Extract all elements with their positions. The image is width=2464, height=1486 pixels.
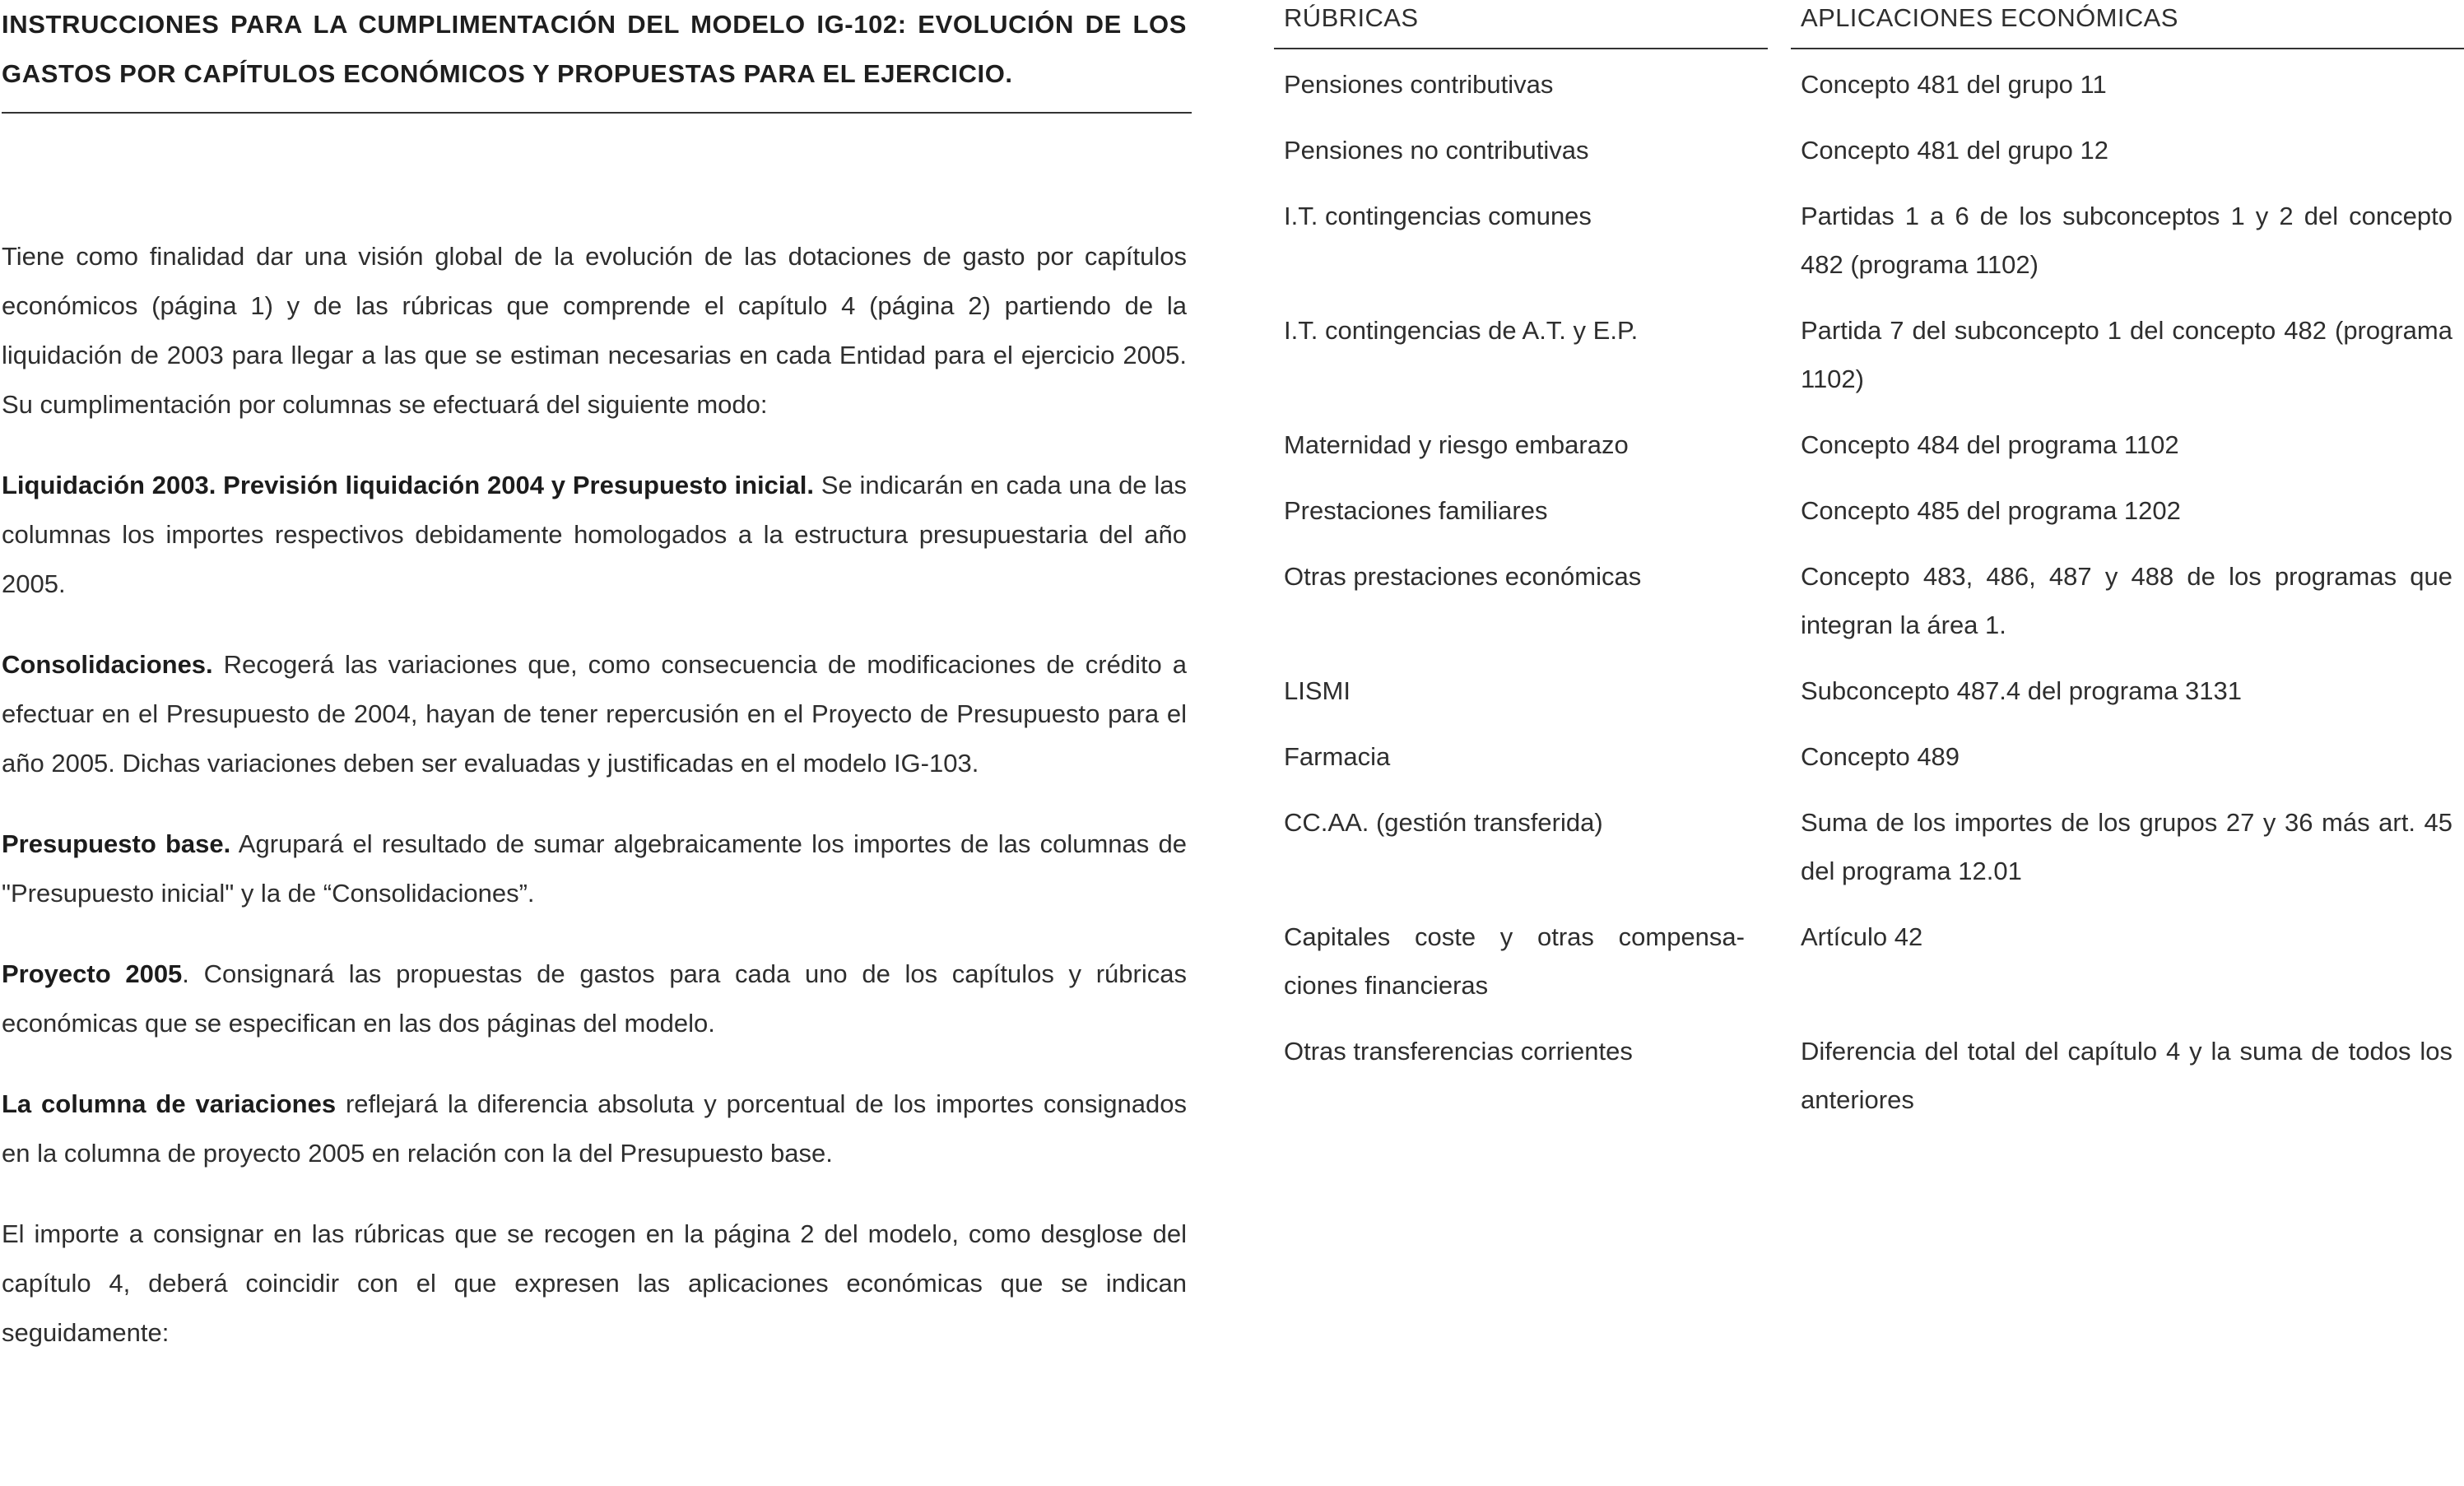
- rubrica-cell: I.T. contingencias de A.T. y E.P.: [1284, 316, 1639, 345]
- table-row: [1274, 666, 2464, 715]
- importe-paragraph: El importe a consignar en las rúbricas que se recogen en la página 2 del modelo, como desglose del capítulo 4, deberá coincidir con el que expresen las aplicaciones económicas que se indican seguidamente:: [2, 1219, 1187, 1347]
- title-divider: [2, 112, 1192, 114]
- rubrica-cell: Farmacia: [1284, 742, 1391, 771]
- presupuesto-base-text: Agrupará el resultado de sumar algebraicamente los importes de las columnas de "Presupuesto inicial" y la de “Consolidaciones”.: [2, 829, 1187, 908]
- table-row: [1274, 192, 2464, 289]
- table-row: [1274, 1027, 2464, 1124]
- aplicacion-cell: Suma de los importes de los grupos 27 y 36 más art. 45 del programa 12.01: [1801, 808, 2452, 885]
- aplicacion-cell: Partida 7 del subconcepto 1 del concepto 482 (programa 1102): [1801, 316, 2452, 393]
- table-row: [1274, 126, 2464, 174]
- header-divider-aplicaciones: [1791, 48, 2464, 49]
- consolidaciones-lead: Consolidaciones.: [2, 650, 213, 679]
- aplicacion-cell: Subconcepto 487.4 del programa 3131: [1801, 676, 2243, 705]
- intro-paragraph: Tiene como finalidad dar una visión global de la evolución de las dotaciones de gasto por capítulos económicos (página 1) y de las rúbricas que comprende el capítulo 4 (página 2) partiendo de la liquidación de 2003 para llegar a las que se estiman necesarias en cada Entidad para el ejercicio 2005. Su cumplimentación por columnas se efectuará del siguiente modo:: [2, 242, 1187, 419]
- rubrica-cell: LISMI: [1284, 676, 1351, 705]
- header-divider-rubricas: [1274, 48, 1768, 49]
- table-row: [1274, 306, 2464, 403]
- variaciones-lead: La columna de variaciones: [2, 1089, 337, 1118]
- presupuesto-base-lead: Presupuesto base.: [2, 829, 231, 858]
- header-aplicaciones: APLICACIONES ECONÓMICAS: [1801, 3, 2178, 32]
- document-title: INSTRUCCIONES PARA LA CUMPLIMENTACIÓN DEL MODELO IG-102: EVOLUCIÓN DE LOS GASTOS POR CAPÍTULOS ECONÓMICOS Y PROPUESTAS PARA EL EJERCICIO.: [2, 10, 1187, 88]
- table-header: [1274, 0, 2464, 49]
- aplicacion-cell: Concepto 481 del grupo 11: [1801, 70, 2107, 99]
- liquidacion-lead: Liquidación 2003. Previsión liquidación 2004 y Presupuesto inicial.: [2, 471, 814, 499]
- rubricas-table: [1274, 0, 2464, 1124]
- rubrica-cell: CC.AA. (gestión transferida): [1284, 808, 1603, 837]
- consolidaciones-paragraph: [2, 640, 1187, 788]
- table-row: [1274, 912, 2464, 1010]
- proyecto-lead: Proyecto 2005: [2, 959, 183, 988]
- instructions-column: [2, 0, 1187, 1358]
- aplicacion-cell: Partidas 1 a 6 de los subconceptos 1 y 2 del concepto 482 (programa 1102): [1801, 202, 2452, 279]
- aplicacion-cell: Artículo 42: [1801, 922, 1923, 951]
- variaciones-paragraph: [2, 1080, 1187, 1178]
- table-row: [1274, 732, 2464, 781]
- proyecto-paragraph: [2, 950, 1187, 1048]
- rubrica-cell: I.T. contingencias comunes: [1284, 202, 1592, 230]
- variaciones-text: reflejará la diferencia absoluta y porcentual de los importes consignados en la columna de proyecto 2005 en relación con la del Presupuesto base.: [2, 1089, 1187, 1168]
- rubrica-cell: Otras transferencias corrientes: [1284, 1037, 1633, 1066]
- liquidacion-text: Se indicarán en cada una de las columnas los importes respectivos debidamente homologados a la estructura presupuestaria del año 2005.: [2, 471, 1188, 598]
- liquidacion-paragraph: [2, 461, 1187, 609]
- rubrica-cell: Capitales coste y otras compensa-ciones financieras: [1284, 922, 1745, 1000]
- proyecto-text: . Consignará las propuestas de gastos para cada uno de los capítulos y rúbricas económicas que se especifican en las dos páginas del modelo.: [2, 959, 1187, 1038]
- table-row: [1274, 798, 2464, 895]
- consolidaciones-text: Recogerá las variaciones que, como consecuencia de modificaciones de crédito a efectuar en el Presupuesto de 2004, hayan de tener repercusión en el Proyecto de Presupuesto para el año 2005. Dichas variaciones deben ser evaluadas y justificadas en el modelo IG-103.: [2, 650, 1187, 778]
- aplicacion-cell: Concepto 489: [1801, 742, 1960, 771]
- table-row: [1274, 60, 2464, 109]
- table-body: [1274, 60, 2464, 1124]
- rubrica-cell: Prestaciones familiares: [1284, 496, 1548, 525]
- rubrica-cell: Maternidad y riesgo embarazo: [1284, 430, 1629, 459]
- aplicacion-cell: Concepto 483, 486, 487 y 488 de los programas que integran la área 1.: [1801, 562, 2452, 639]
- table-row: [1274, 420, 2464, 469]
- rubrica-cell: Pensiones no contributivas: [1284, 136, 1589, 165]
- rubrica-cell: Pensiones contributivas: [1284, 70, 1554, 99]
- table-row: [1274, 552, 2464, 649]
- aplicacion-cell: Diferencia del total del capítulo 4 y la suma de todos los anteriores: [1801, 1037, 2452, 1114]
- rubrica-cell: Otras prestaciones económicas: [1284, 562, 1642, 591]
- aplicacion-cell: Concepto 484 del programa 1102: [1801, 430, 2179, 459]
- table-row: [1274, 486, 2464, 535]
- aplicacion-cell: Concepto 481 del grupo 12: [1801, 136, 2109, 165]
- header-rubricas: RÚBRICAS: [1284, 3, 1419, 32]
- aplicacion-cell: Concepto 485 del programa 1202: [1801, 496, 2181, 525]
- presupuesto-base-paragraph: [2, 820, 1187, 918]
